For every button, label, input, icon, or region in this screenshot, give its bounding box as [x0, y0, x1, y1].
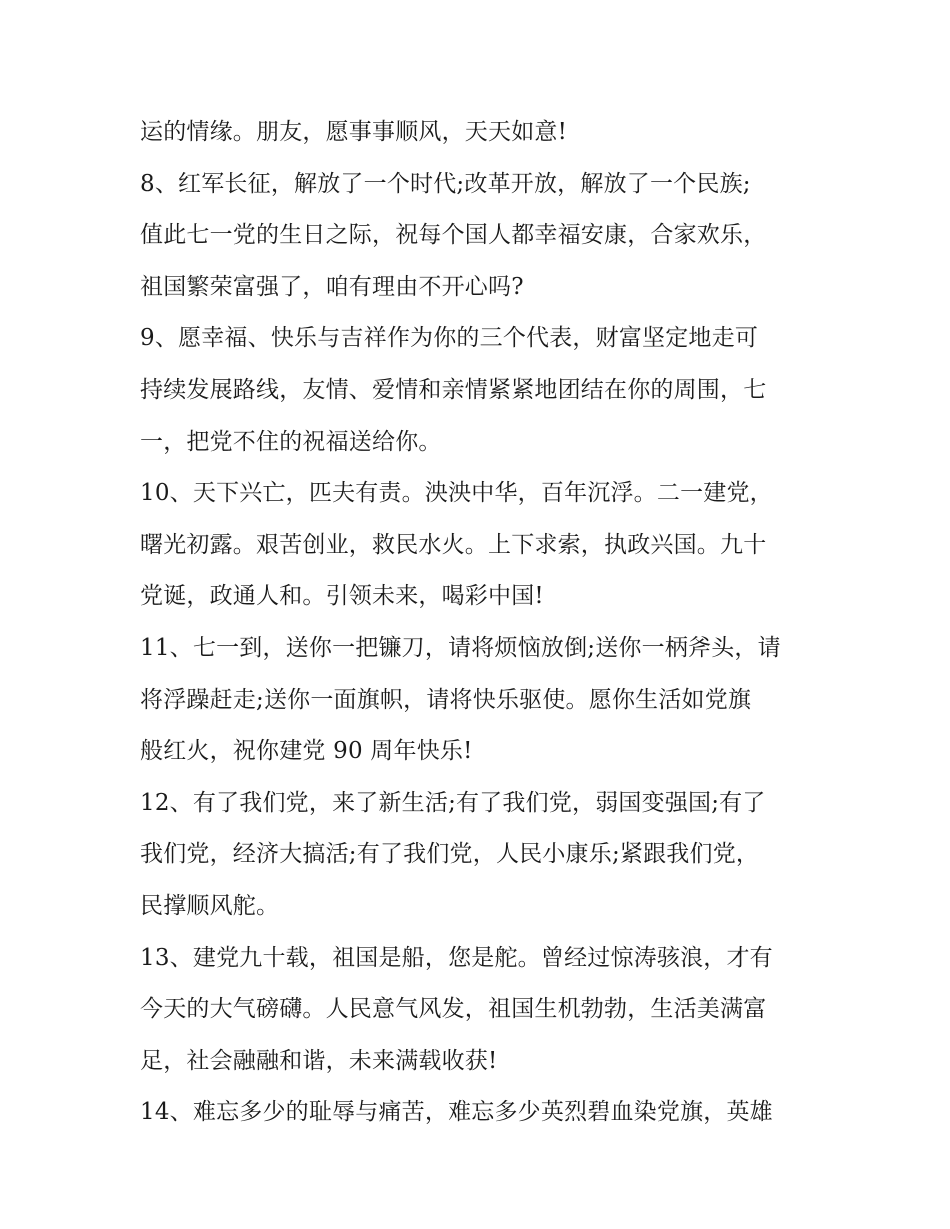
text-line: 13、建党九十载，祖国是船，您是舵。曾经过惊涛骇浪，才有 [140, 944, 773, 971]
text-line: 我们党，经济大搞活;有了我们党，人民小康乐;紧跟我们党， [140, 841, 760, 868]
text-line: 祖国繁荣富强了，咱有理由不开心吗? [140, 273, 524, 300]
text-line: 足，社会融融和谐，未来满载收获! [140, 1047, 498, 1074]
text-line: 民撑顺风舵。 [140, 892, 280, 919]
text-line: 10、天下兴亡，匹夫有责。泱泱中华，百年沉浮。二一建党， [140, 480, 773, 507]
text-line: 今天的大气磅礴。人民意气风发，祖国生机勃勃，生活美满富 [140, 996, 767, 1023]
text-line: 8、红军长征，解放了一个时代;改革开放，解放了一个民族; [140, 170, 751, 197]
text-line: 值此七一党的生日之际，祝每个国人都幸福安康，合家欢乐， [140, 222, 767, 249]
text-line: 14、难忘多少的耻辱与痛苦，难忘多少英烈碧血染党旗，英雄 [140, 1099, 773, 1126]
text-line: 持续发展路线，友情、爱情和亲情紧紧地团结在你的周围，七 [140, 376, 767, 403]
text-line: 一，把党不住的祝福送给你。 [140, 428, 442, 455]
text-line: 9、愿幸福、快乐与吉祥作为你的三个代表，财富坚定地走可 [140, 325, 759, 352]
document-text [140, 107, 820, 1139]
text-line: 党诞，政通人和。引领未来，喝彩中国! [140, 583, 544, 610]
text-line: 将浮躁赶走;送你一面旗帜，请将快乐驱使。愿你生活如党旗 [140, 686, 752, 713]
text-line: 运的情缘。朋友，愿事事顺风，天天如意! [140, 119, 568, 145]
text-line: 11、七一到，送你一把镰刀，请将烦恼放倒;送你一柄斧头，请 [140, 634, 781, 661]
text-line: 曙光初露。艰苦创业，救民水火。上下求索，执政兴国。九十 [140, 531, 767, 558]
text-line: 般红火，祝你建党 90 周年快乐! [140, 738, 473, 765]
text-line: 12、有了我们党，来了新生活;有了我们党，弱国变强国;有了 [140, 789, 766, 816]
